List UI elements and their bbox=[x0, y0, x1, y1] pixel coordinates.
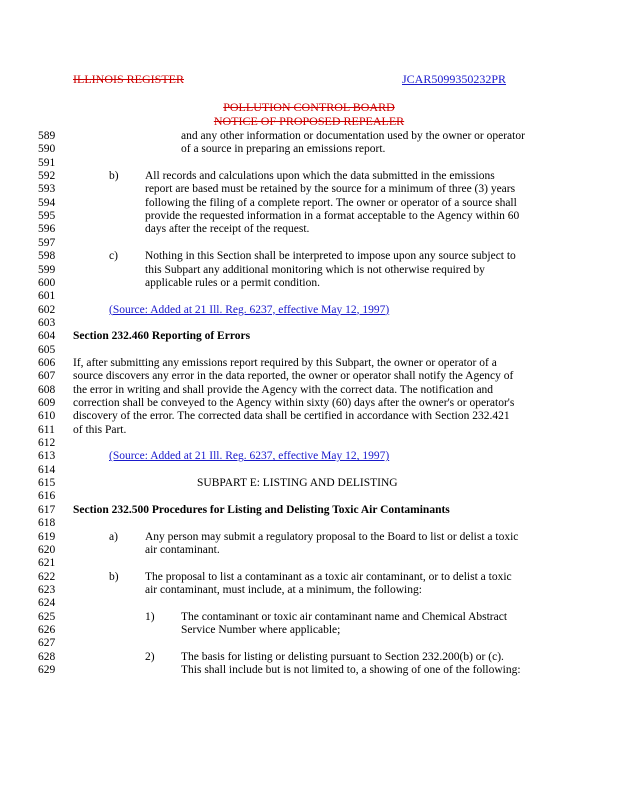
line-text: the error in writing and shall provide the Agency with the correct data. The notification and bbox=[73, 383, 494, 396]
line-number: 605 bbox=[38, 343, 56, 356]
line-text: The basis for listing or delisting pursuant to Section 232.200(b) or (c). bbox=[181, 650, 504, 663]
line-number: 613 bbox=[38, 450, 56, 463]
line-number: 595 bbox=[38, 210, 56, 223]
line-number: 626 bbox=[38, 623, 56, 636]
line-text: discovery of the error. The corrected data shall be certified in accordance with Section 232.421 bbox=[73, 410, 510, 423]
line-number: 591 bbox=[38, 156, 56, 169]
line-text: of a source in preparing an emissions report. bbox=[181, 143, 386, 156]
line-number: 600 bbox=[38, 276, 56, 289]
line-number: 610 bbox=[38, 410, 56, 423]
line-number: 620 bbox=[38, 543, 56, 556]
line-text: Nothing in this Section shall be interpreted to impose upon any source subject to bbox=[145, 250, 516, 263]
line-number: 628 bbox=[38, 650, 56, 663]
line-text: The proposal to list a contaminant as a toxic air contaminant, or to delist a toxic bbox=[145, 570, 512, 583]
line-number: 622 bbox=[38, 570, 56, 583]
line-number: 603 bbox=[38, 316, 56, 329]
line-number: 609 bbox=[38, 397, 56, 409]
line-number: 616 bbox=[38, 490, 56, 503]
line-number: 614 bbox=[38, 463, 56, 476]
line-number: 621 bbox=[38, 557, 56, 570]
line-text: air contaminant, must include, at a minimum, the following: bbox=[145, 583, 422, 596]
line-number: 624 bbox=[38, 597, 56, 610]
line-number: 606 bbox=[38, 356, 56, 369]
line-number: 607 bbox=[38, 370, 56, 383]
line-number: 597 bbox=[38, 236, 56, 249]
list-marker: 1) bbox=[145, 610, 155, 623]
line-text: The contaminant or toxic air contaminant name and Chemical Abstract bbox=[181, 610, 508, 623]
list-marker: a) bbox=[109, 530, 118, 543]
line-number: 593 bbox=[38, 183, 56, 196]
line-number: 592 bbox=[38, 170, 56, 183]
line-number: 602 bbox=[38, 303, 56, 316]
list-marker: b) bbox=[109, 570, 119, 583]
notice-title: NOTICE OF PROPOSED REPEALER bbox=[213, 114, 405, 128]
line-text: All records and calculations upon which the data submitted in the emissions bbox=[145, 170, 495, 183]
list-marker: c) bbox=[109, 250, 118, 263]
line-number: 619 bbox=[38, 530, 56, 543]
list-marker: 2) bbox=[145, 650, 155, 663]
line-text: Service Number where applicable; bbox=[181, 623, 341, 636]
line-number: 623 bbox=[38, 583, 56, 596]
source-note-link[interactable]: (Source: Added at 21 Ill. Reg. 6237, effective May 12, 1997) bbox=[109, 303, 390, 316]
line-text: days after the receipt of the request. bbox=[145, 223, 310, 236]
line-number: 627 bbox=[38, 637, 56, 650]
list-marker: b) bbox=[109, 170, 119, 183]
line-text: this Subpart any additional monitoring which is not otherwise required by bbox=[145, 263, 485, 276]
line-number: 611 bbox=[38, 423, 55, 436]
section-heading: Section 232.460 Reporting of Errors bbox=[73, 330, 251, 343]
line-number: 589 bbox=[38, 130, 56, 142]
section-heading: Section 232.500 Procedures for Listing and Delisting Toxic Air Contaminants bbox=[73, 503, 450, 516]
line-text: If, after submitting any emissions report required by this Subpart, the owner or operator of a bbox=[73, 356, 497, 369]
line-text: SUBPART E: LISTING AND DELISTING bbox=[197, 477, 398, 490]
line-text: and any other information or documentation used by the owner or operator bbox=[181, 130, 525, 142]
line-number: 596 bbox=[38, 223, 56, 236]
line-number: 617 bbox=[38, 503, 56, 516]
document-code-link[interactable]: JCAR5099350232PR bbox=[402, 72, 507, 86]
line-number: 590 bbox=[38, 143, 56, 156]
line-text: following the filing of a complete report. The owner or operator of a source shall bbox=[145, 196, 517, 209]
line-text: air contaminant. bbox=[145, 543, 220, 556]
line-number: 618 bbox=[38, 517, 56, 530]
line-number: 608 bbox=[38, 383, 56, 396]
line-text: provide the requested information in a format acceptable to the Agency within 60 bbox=[145, 210, 520, 223]
line-number: 629 bbox=[38, 664, 56, 676]
line-text: report are based must be retained by the source for a minimum of three (3) years bbox=[145, 183, 516, 196]
source-note-link[interactable]: (Source: Added at 21 Ill. Reg. 6237, effective May 12, 1997) bbox=[109, 450, 390, 463]
line-text: of this Part. bbox=[73, 423, 127, 436]
line-text: This shall include but is not limited to, a showing of one of the following: bbox=[181, 664, 521, 676]
line-text: applicable rules or a permit condition. bbox=[145, 276, 320, 289]
line-number: 594 bbox=[38, 196, 56, 209]
board-title: POLLUTION CONTROL BOARD bbox=[223, 100, 395, 114]
line-number: 598 bbox=[38, 250, 56, 263]
line-text: Any person may submit a regulatory proposal to the Board to list or delist a toxic bbox=[145, 530, 519, 543]
line-number: 612 bbox=[38, 437, 56, 450]
line-number: 604 bbox=[38, 330, 56, 343]
line-number: 599 bbox=[38, 263, 56, 276]
register-header: ILLINOIS REGISTER bbox=[73, 72, 184, 86]
line-number: 615 bbox=[38, 477, 56, 490]
line-number: 625 bbox=[38, 610, 56, 623]
line-text: correction shall be conveyed to the Agency within sixty (60) days after the owner's or operator's bbox=[73, 397, 515, 409]
line-text: source discovers any error in the data reported, the owner or operator shall notify the Agency of bbox=[73, 370, 514, 383]
line-number: 601 bbox=[38, 290, 56, 303]
